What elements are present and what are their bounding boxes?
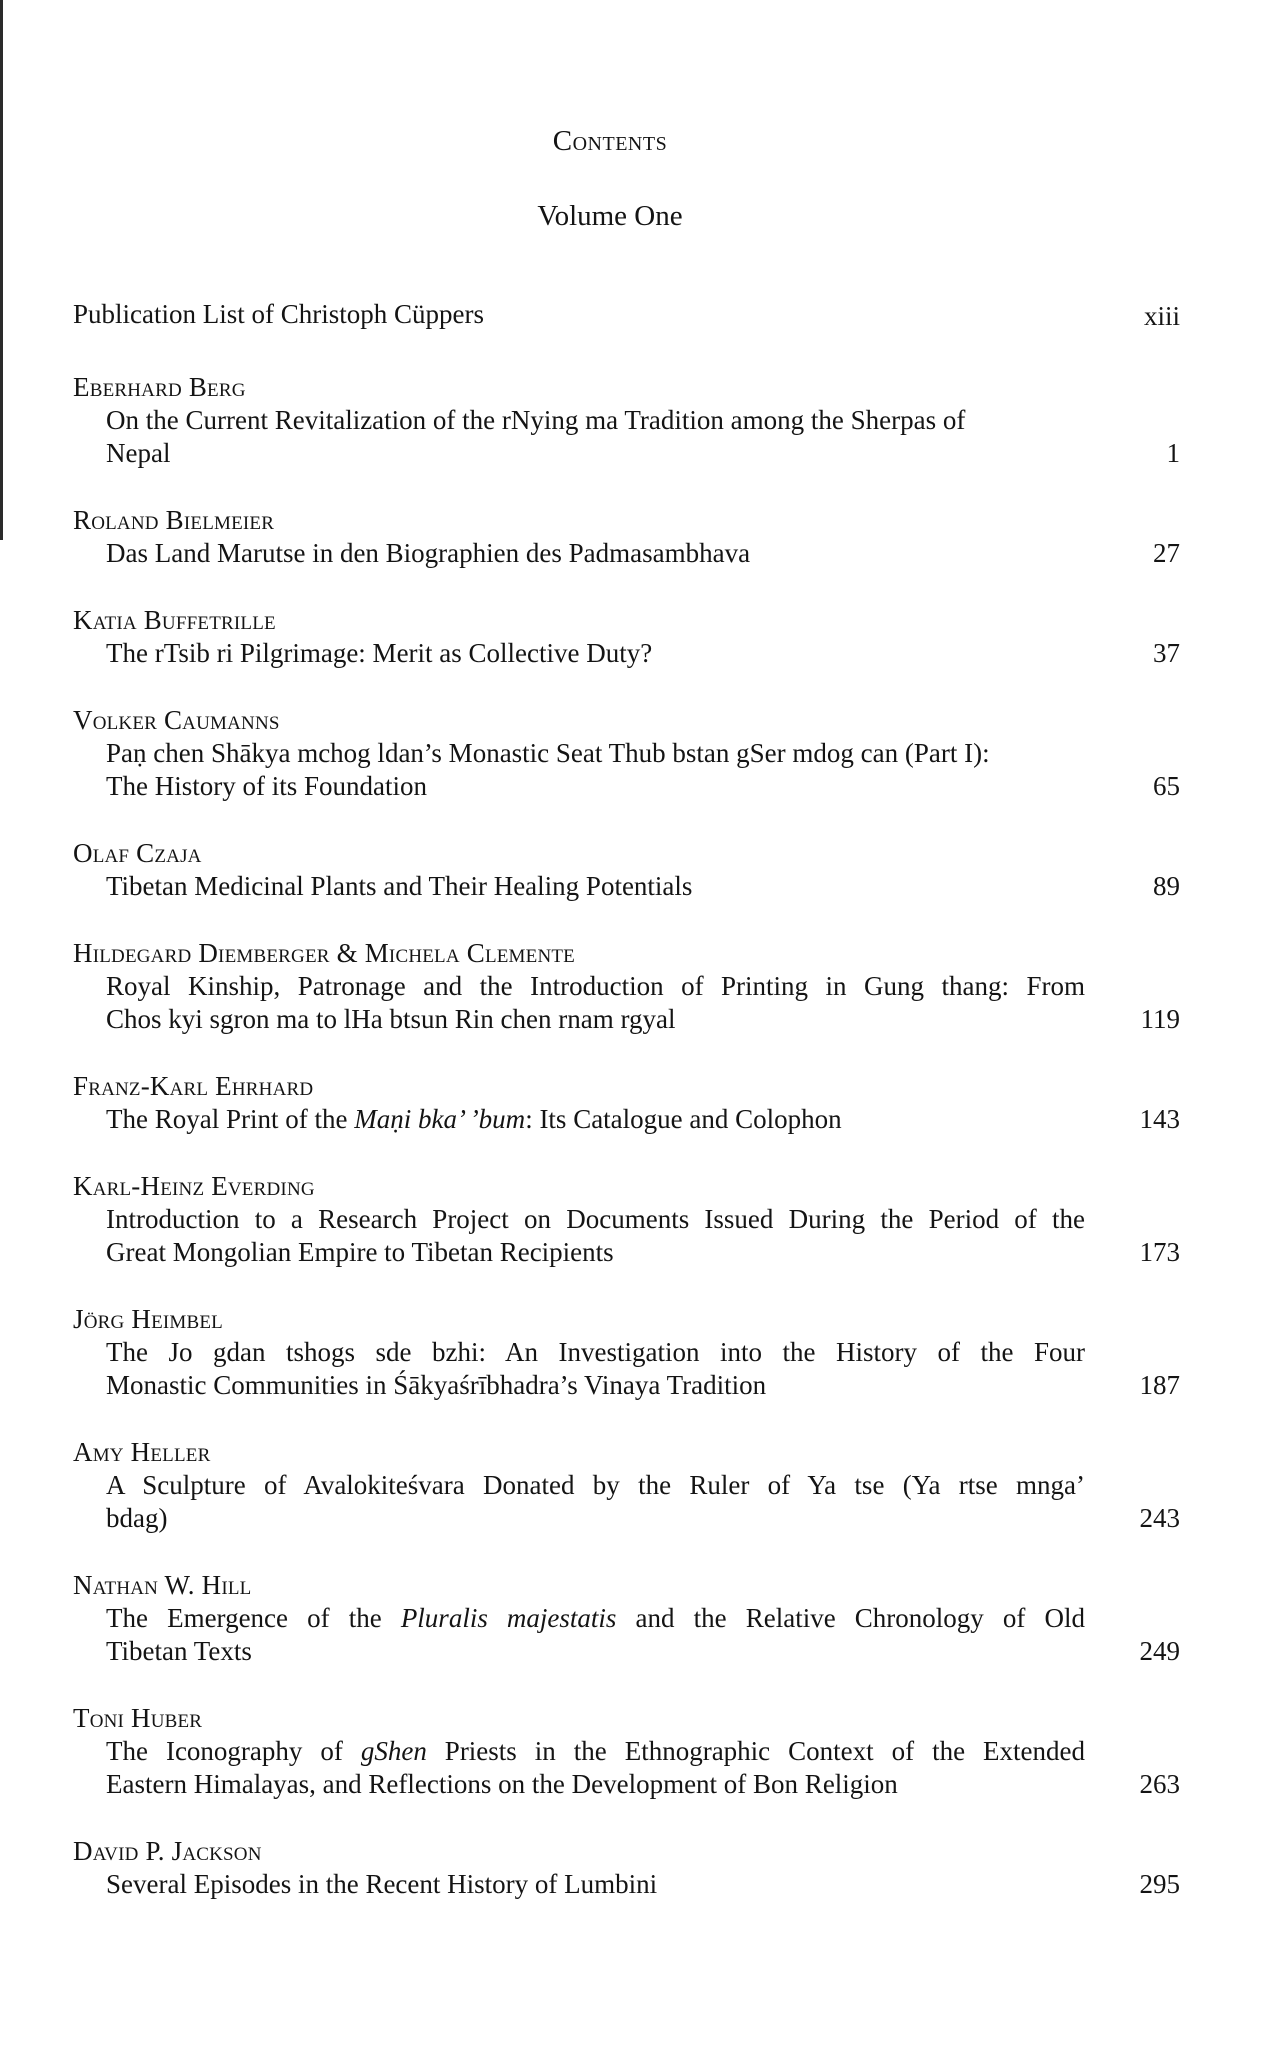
entry-title — [73, 537, 1180, 570]
entry-title — [73, 970, 1180, 1036]
toc-front-matter — [73, 298, 1180, 331]
entry-author: Hildegard Diemberger & Michela Clemente — [73, 938, 575, 968]
title-line: Chos kyi sgron ma to lHa btsun Rin chen rnam rgyal — [106, 1004, 676, 1034]
entry-page-number: 37 — [1153, 638, 1180, 668]
entry-title — [73, 1103, 1180, 1136]
title-line: A Sculpture of Avalokiteśvara Donated by the Ruler of Ya tse (Ya rtse mnga’ — [106, 1470, 1085, 1500]
entry-author: Olaf Czaja — [73, 838, 202, 868]
front-matter-page: xiii — [1143, 301, 1180, 331]
title-line: Several Episodes in the Recent History of Lumbini — [106, 1869, 658, 1899]
entry-page-number: 89 — [1153, 871, 1180, 901]
entry-author: Volker Caumanns — [73, 705, 280, 735]
entry-author: Jörg Heimbel — [73, 1304, 223, 1334]
entry-title — [73, 1602, 1180, 1668]
entry-page-number: 263 — [1139, 1769, 1180, 1799]
toc-entry — [73, 1436, 1180, 1535]
scan-edge-mark — [0, 0, 3, 540]
entry-author: Amy Heller — [73, 1437, 211, 1467]
entry-title — [73, 870, 1180, 903]
title-line: The Royal Print of the Maṇi bka’ ’bum: Its Catalogue and Colophon — [106, 1104, 842, 1134]
toc-entry — [73, 1070, 1180, 1136]
title-line: Tibetan Texts — [106, 1636, 252, 1666]
volume-heading: Volume One — [537, 200, 683, 232]
entry-title — [73, 637, 1180, 670]
title-line: The Jo gdan tshogs sde bzhi: An Investigation into the History of the Four — [106, 1337, 1085, 1367]
title-line: Eastern Himalayas, and Reflections on the Development of Bon Religion — [106, 1769, 898, 1799]
entry-author: Karl-Heinz Everding — [73, 1171, 315, 1201]
title-line: Royal Kinship, Patronage and the Introduction of Printing in Gung thang: From — [106, 971, 1085, 1001]
entry-author: Toni Huber — [73, 1703, 203, 1733]
toc-entry — [73, 837, 1180, 903]
entry-page-number: 173 — [1139, 1237, 1180, 1267]
entry-title — [73, 1336, 1180, 1402]
contents-heading: Contents — [552, 125, 668, 157]
entry-page-number: 143 — [1139, 1104, 1180, 1134]
entry-title — [73, 1868, 1180, 1901]
toc-entry — [73, 1702, 1180, 1801]
entry-author: Eberhard Berg — [73, 372, 246, 402]
title-line: The History of its Foundation — [106, 771, 427, 801]
entry-page-number: 249 — [1139, 1636, 1180, 1666]
entry-author: Nathan W. Hill — [73, 1570, 252, 1600]
toc-entry — [73, 371, 1180, 470]
entry-page-number: 243 — [1139, 1503, 1180, 1533]
title-line: Paṇ chen Shākya mchog ldan’s Monastic Seat Thub bstan gSer mdog can (Part I): — [106, 738, 990, 768]
title-line: The Iconography of gShen Priests in the Ethnographic Context of the Extended — [106, 1736, 1085, 1766]
front-matter-title: Publication List of Christoph Cüppers — [73, 299, 484, 329]
title-line: The rTsib ri Pilgrimage: Merit as Collective Duty? — [106, 638, 653, 668]
title-line: Great Mongolian Empire to Tibetan Recipients — [106, 1237, 614, 1267]
italic-phrase: gShen — [360, 1736, 427, 1766]
entry-title — [73, 737, 1180, 803]
toc-entry — [73, 1170, 1180, 1269]
entry-page-number: 1 — [1166, 438, 1180, 468]
entry-title — [73, 1203, 1180, 1269]
title-line: Das Land Marutse in den Biographien des Padmasambhava — [106, 538, 751, 568]
entry-title — [73, 404, 1180, 470]
toc-entry — [73, 504, 1180, 570]
title-line: Nepal — [106, 438, 171, 468]
toc-entry — [73, 1303, 1180, 1402]
toc-entry — [73, 1569, 1180, 1668]
toc-entry — [73, 704, 1180, 803]
entry-page-number: 65 — [1153, 771, 1180, 801]
entry-title — [73, 1469, 1180, 1535]
entry-author: Franz-Karl Ehrhard — [73, 1071, 314, 1101]
entry-page-number: 27 — [1153, 538, 1180, 568]
title-line: Monastic Communities in Śākyaśrībhadra’s Vinaya Tradition — [106, 1370, 767, 1400]
entry-page-number: 187 — [1139, 1370, 1180, 1400]
title-line: The Emergence of the Pluralis majestatis and the Relative Chronology of Old — [106, 1603, 1085, 1633]
entry-author: Katia Buffetrille — [73, 605, 276, 635]
title-line: Tibetan Medicinal Plants and Their Healing Potentials — [106, 871, 693, 901]
italic-phrase: Maṇi bka’ ’bum — [354, 1104, 526, 1134]
toc-entry — [73, 937, 1180, 1036]
title-line: On the Current Revitalization of the rNying ma Tradition among the Sherpas of — [106, 405, 966, 435]
toc-entry — [73, 1835, 1180, 1901]
entry-author: Roland Bielmeier — [73, 505, 275, 535]
entry-page-number: 119 — [1140, 1004, 1180, 1034]
table-of-contents — [73, 298, 1180, 1935]
entry-author: David P. Jackson — [73, 1836, 262, 1866]
title-line: Introduction to a Research Project on Documents Issued During the Period of the — [106, 1204, 1085, 1234]
entry-page-number: 295 — [1139, 1869, 1180, 1899]
entry-title — [73, 1735, 1180, 1801]
title-line: bdag) — [106, 1503, 168, 1533]
italic-phrase: Pluralis majestatis — [400, 1603, 617, 1633]
toc-entry — [73, 604, 1180, 670]
